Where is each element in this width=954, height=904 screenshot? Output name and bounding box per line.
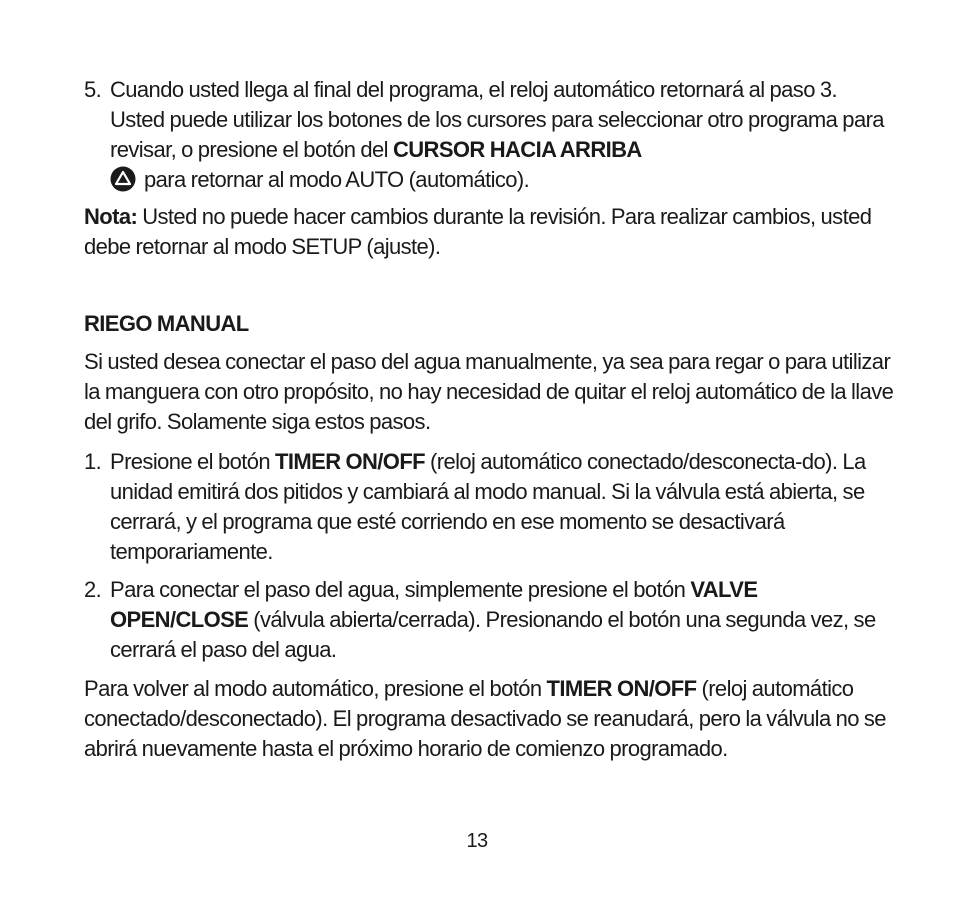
step-5-bold: CURSOR HACIA ARRIBA bbox=[392, 137, 642, 162]
step-5-text-a: Cuando usted llega al final del programa, el reloj automático retornará al paso 3. Usted puede utilizar los botones de los cursores para seleccionar otro programa para revisar, o presione el botón del bbox=[110, 77, 884, 162]
step-2-text-a: Para conectar el paso del agua, simplemente presione el botón bbox=[110, 577, 691, 602]
section-intro: Si usted desea conectar el paso del agua manualmente, ya sea para regar o para utilizar la manguera con otro propósito, no hay necesidad de quitar el reloj automático de la llave del grifo. Solamente siga estos pasos. bbox=[84, 349, 894, 434]
up-arrow-triangle-icon bbox=[110, 166, 136, 200]
step-2-body bbox=[110, 575, 894, 665]
step-1-bold: TIMER ON/OFF bbox=[275, 449, 425, 474]
step-1 bbox=[84, 447, 894, 567]
note-label: Nota: bbox=[84, 204, 138, 229]
step-5 bbox=[84, 75, 894, 200]
step-2-number: 2. bbox=[84, 577, 102, 602]
step-2 bbox=[84, 575, 894, 665]
note-text: Usted no puede hacer cambios durante la revisión. Para realizar cambios, usted debe retornar al modo SETUP (ajuste). bbox=[84, 204, 872, 259]
closing-text-a: Para volver al modo automático, presione el botón bbox=[84, 676, 547, 701]
step-5-body bbox=[110, 75, 894, 200]
page-number: 13 bbox=[466, 830, 488, 852]
step-1-text-a: Presione el botón bbox=[110, 449, 276, 474]
step-1-number: 1. bbox=[84, 449, 102, 474]
closing-text-b: (reloj automático conectado/desconectado). El programa desactivado se reanudará, pero la válvula no se abrirá nuevamente hasta el próximo horario de comienzo programado. bbox=[84, 676, 886, 761]
closing-paragraph bbox=[84, 674, 894, 764]
step-1-body bbox=[110, 447, 894, 567]
step-2-text-b: (válvula abierta/cerrada). Presionando el botón una segunda vez, se cerrará el paso del agua. bbox=[110, 607, 876, 662]
step-1-text-b: (reloj automático conectado/desconecta-do). La unidad emitirá dos pitidos y cambiará al modo manual. Si la válvula está abierta, se cerrará, y el programa que esté corriendo en ese momento se desactivará temporariamente. bbox=[110, 449, 866, 564]
note bbox=[84, 202, 894, 262]
section-heading: RIEGO MANUAL bbox=[84, 311, 249, 336]
step-5-number: 5. bbox=[84, 77, 102, 102]
step-2-bold: VALVE OPEN/CLOSE bbox=[110, 577, 758, 632]
closing-bold: TIMER ON/OFF bbox=[546, 676, 697, 701]
step-5-text-b: para retornar al modo AUTO (automático). bbox=[144, 167, 530, 192]
